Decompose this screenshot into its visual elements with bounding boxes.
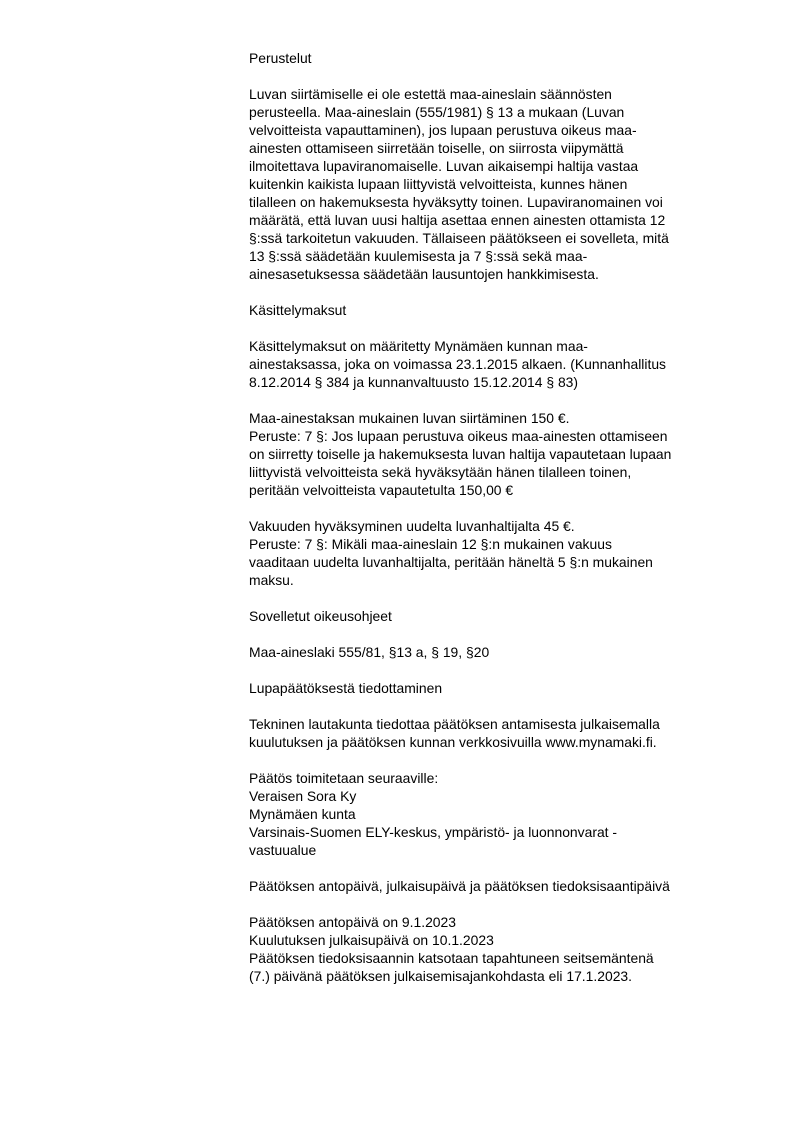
perustelut-paragraph <box>249 85 749 283</box>
recipients-list <box>249 769 749 859</box>
text-line: §:ssä tarkoitetun vakuuden. Tällaiseen päätökseen ei sovelleta, mitä <box>249 230 669 246</box>
text-line: velvoitteista vapauttaminen), jos lupaan perustuva oikeus maa- <box>249 122 637 138</box>
fee-security-paragraph <box>249 517 749 589</box>
text-line: Tekninen lautakunta tiedottaa päätöksen antamisesta julkaisemalla <box>249 716 660 732</box>
text-line: Vakuuden hyväksyminen uudelta luvanhaltijalta 45 €. <box>249 518 575 534</box>
fee-transfer-paragraph <box>249 409 749 499</box>
text-line: on siirretty toiselle ja hakemuksesta luvan haltija vapautetaan lupaan <box>249 446 672 462</box>
sovelletut-paragraph <box>249 643 749 661</box>
heading-sovelletut: Sovelletut oikeusohjeet <box>249 608 392 624</box>
text-line: kuulutuksen ja päätöksen kunnan verkkosivuilla www.mynamaki.fi. <box>249 734 657 750</box>
text-line: maksu. <box>249 572 294 588</box>
text-line: Kuulutuksen julkaisupäivä on 10.1.2023 <box>249 932 494 948</box>
text-line: määrätä, että luvan uusi haltija asettaa ennen ainesten ottamista 12 <box>249 212 666 228</box>
heading-tiedottaminen: Lupapäätöksestä tiedottaminen <box>249 680 443 696</box>
document-page <box>249 49 749 985</box>
text-line: Käsittelymaksut on määritetty Mynämäen kunnan maa- <box>249 338 588 354</box>
text-line: 13 §:ssä säädetään kuulemisesta ja 7 §:ssä sekä maa- <box>249 248 588 264</box>
tiedottaminen-paragraph <box>249 715 749 751</box>
heading-perustelut: Perustelut <box>249 50 312 66</box>
text-line: ainesten ottamiseen siirretään toiselle, on siirrosta viipymättä <box>249 140 624 156</box>
recipient: vastuualue <box>249 842 317 858</box>
text-line: Peruste: 7 §: Jos lupaan perustuva oikeus maa-ainesten ottamiseen <box>249 428 668 444</box>
text-line: liittyvistä velvoitteista sekä hyväksytään hänen tilalleen toinen, <box>249 464 632 480</box>
recipient: Varsinais-Suomen ELY-keskus, ympäristö- ja luonnonvarat - <box>249 824 618 840</box>
recipients-title: Päätös toimitetaan seuraaville: <box>249 770 439 786</box>
recipient: Veraisen Sora Ky <box>249 788 357 804</box>
text-line: 8.12.2014 § 384 ja kunnanvaltuusto 15.12.2014 § 83) <box>249 374 579 390</box>
text-line: ainesasetuksessa säädetään lausuntojen hankkimisesta. <box>249 266 599 282</box>
text-line: perusteella. Maa-aineslain (555/1981) § 13 a mukaan (Luvan <box>249 104 625 120</box>
heading-kasittelymaksut: Käsittelymaksut <box>249 302 347 318</box>
kasittelymaksut-intro <box>249 337 749 391</box>
paivat-paragraph <box>249 913 749 985</box>
text-line: vaaditaan uudelta luvanhaltijalta, peritään häneltä 5 §:n mukainen <box>249 554 653 570</box>
text-line: Maa-aineslaki 555/81, §13 a, § 19, §20 <box>249 644 490 660</box>
text-line: ilmoitettava lupaviranomaiselle. Luvan aikaisempi haltija vastaa <box>249 158 639 174</box>
text-line: Päätöksen tiedoksisaannin katsotaan tapahtuneen seitsemäntenä <box>249 950 654 966</box>
text-line: ainestaksassa, joka on voimassa 23.1.2015 alkaen. (Kunnanhallitus <box>249 356 666 372</box>
text-line: Päätöksen antopäivä on 9.1.2023 <box>249 914 456 930</box>
text-line: (7.) päivänä päätöksen julkaisemisajankohdasta eli 17.1.2023. <box>249 968 633 984</box>
text-line: Luvan siirtämiselle ei ole estettä maa-aineslain säännösten <box>249 86 612 102</box>
heading-paivat: Päätöksen antopäivä, julkaisupäivä ja päätöksen tiedoksisaantipäivä <box>249 878 670 894</box>
text-line: kuitenkin kaikista lupaan liittyvistä velvoitteista, kunnes hänen <box>249 176 628 192</box>
text-line: Peruste: 7 §: Mikäli maa-aineslain 12 §:n mukainen vakuus <box>249 536 612 552</box>
recipient: Mynämäen kunta <box>249 806 356 822</box>
text-line: tilalleen on hakemuksesta hyväksytty toinen. Lupaviranomainen voi <box>249 194 663 210</box>
text-line: Maa-ainestaksan mukainen luvan siirtäminen 150 €. <box>249 410 570 426</box>
text-line: peritään velvoitteista vapautetulta 150,00 € <box>249 482 514 498</box>
